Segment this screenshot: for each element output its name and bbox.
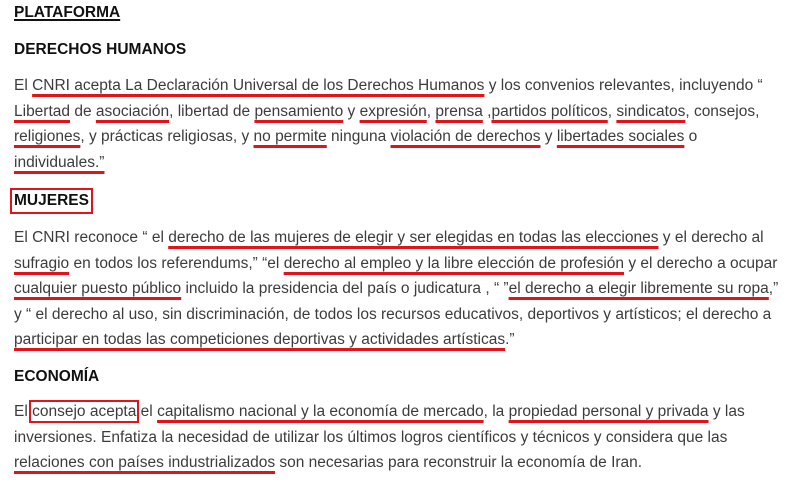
text: el xyxy=(136,403,158,420)
highlight: individuales.” xyxy=(14,153,105,171)
highlight: relaciones con países industrializados xyxy=(14,454,276,471)
text: .” xyxy=(505,331,515,348)
heading-mujeres: MUJERES xyxy=(14,192,89,209)
highlight: derecho de las mujeres de elegir y ser elegidas en todas las elecciones xyxy=(168,229,659,246)
text: y el derecho a ocupar xyxy=(624,254,778,272)
highlight: Libertad xyxy=(14,102,71,120)
text: en todos los referendums,” “el xyxy=(69,254,284,272)
highlight: el derecho a elegir libremente su ropa xyxy=(508,280,769,297)
text: El xyxy=(14,403,33,420)
text: , xyxy=(607,102,617,120)
highlight: pensamiento xyxy=(254,102,344,120)
highlight: sufragio xyxy=(14,254,70,272)
text: y las inversiones. Enfatiza la necesidad de utilizar los últimos logros científicos y técnicos y considera que las xyxy=(14,403,745,446)
highlight: expresión xyxy=(359,102,427,120)
text: y xyxy=(540,128,557,145)
highlight: violación de derechos xyxy=(390,128,541,145)
highlight: participar en todas las competiciones deportivas y actividades artísticas xyxy=(14,331,506,348)
highlight: CNRI acepta La Declaración Universal de los Derechos Humanos xyxy=(32,77,485,94)
text: y xyxy=(343,102,360,120)
paragraph-mujeres xyxy=(14,225,782,353)
highlight: asociación xyxy=(95,102,170,120)
highlight: sindicatos xyxy=(616,102,686,120)
text: y los convenios relevantes, incluyendo “ xyxy=(484,77,763,94)
highlight: partidos políticos xyxy=(491,102,608,120)
highlight: religiones xyxy=(14,128,81,145)
text: , xyxy=(426,102,436,120)
text: El xyxy=(14,77,33,94)
text: son necesarias para reconstruir la economía de Iran. xyxy=(275,454,643,471)
highlight: capitalismo nacional y la economía de mercado xyxy=(157,403,484,420)
paragraph-derechos-humanos xyxy=(14,73,782,175)
text: , la xyxy=(483,403,509,420)
highlight: cualquier puesto público xyxy=(14,280,182,297)
text: , xyxy=(482,102,492,120)
highlight: libertades sociales xyxy=(556,128,685,145)
heading-economia: ECONOMÍA xyxy=(14,368,100,385)
heading-plataforma: PLATAFORMA xyxy=(14,4,121,21)
text: ninguna xyxy=(326,128,391,145)
text: y el derecho al xyxy=(658,229,764,246)
text: El CNRI reconoce “ el xyxy=(14,229,169,246)
heading-derechos-humanos: DERECHOS HUMANOS xyxy=(14,41,187,58)
text: ,” y “ el derecho al uso, sin discriminación, de todos los recursos educativos, deportivos y artísticos; el derecho a xyxy=(14,280,779,323)
highlight: propiedad personal y privada xyxy=(508,403,709,420)
text: , consejos, xyxy=(685,102,760,120)
highlight-boxed: consejo acepta xyxy=(32,403,137,420)
text: , y prácticas religiosas, y xyxy=(80,128,254,145)
highlight: derecho al empleo y la libre elección de profesión xyxy=(283,254,625,272)
text: , libertad de xyxy=(169,102,255,120)
text: de xyxy=(70,102,96,120)
text: incluido la presidencia del país o judicatura , “ ” xyxy=(181,280,509,297)
paragraph-economia xyxy=(14,399,782,476)
text: o xyxy=(684,128,698,145)
highlight: no permite xyxy=(253,128,327,145)
highlight: prensa xyxy=(435,102,483,120)
